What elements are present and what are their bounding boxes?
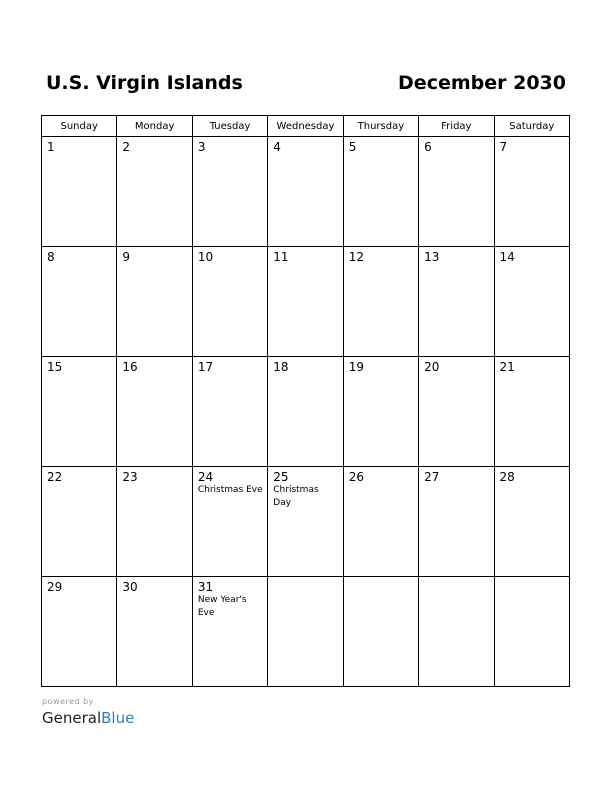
day-cell bbox=[192, 137, 267, 247]
day-cell bbox=[268, 247, 343, 357]
day-number: 15 bbox=[47, 360, 63, 374]
day-number: 21 bbox=[499, 360, 515, 374]
day-number: 12 bbox=[348, 250, 364, 264]
month-year-title: December 2030 bbox=[398, 72, 566, 94]
day-cell bbox=[419, 467, 494, 577]
day-cell bbox=[268, 467, 343, 577]
day-cell bbox=[117, 577, 192, 687]
day-number: 23 bbox=[122, 470, 138, 484]
logo-general-text: General bbox=[42, 709, 102, 727]
day-number: 4 bbox=[273, 140, 281, 154]
day-number: 19 bbox=[348, 360, 364, 374]
day-number: 24 bbox=[197, 470, 214, 484]
day-number: 28 bbox=[499, 470, 515, 484]
day-cell bbox=[117, 467, 192, 577]
day-cell bbox=[494, 577, 569, 687]
holiday-label: Christmas Day bbox=[273, 485, 319, 508]
weekday-header-row bbox=[42, 116, 570, 137]
day-number: 26 bbox=[348, 470, 364, 484]
day-number: 5 bbox=[348, 140, 357, 154]
day-cell bbox=[343, 247, 418, 357]
day-number: 31 bbox=[197, 580, 214, 594]
day-number: 3 bbox=[197, 140, 206, 154]
calendar-grid bbox=[41, 115, 570, 687]
day-cell bbox=[419, 577, 494, 687]
week-row-3 bbox=[42, 357, 570, 467]
day-number: 1 bbox=[47, 140, 55, 154]
day-number: 10 bbox=[197, 250, 214, 264]
day-cell bbox=[42, 247, 117, 357]
generalblue-logo[interactable] bbox=[42, 708, 134, 728]
day-number: 14 bbox=[499, 250, 515, 264]
day-cell bbox=[343, 137, 418, 247]
logo-blue-text: Blue bbox=[101, 709, 135, 727]
day-cell bbox=[494, 467, 569, 577]
day-cell bbox=[192, 577, 267, 687]
weekday-monday: Monday bbox=[117, 116, 192, 137]
day-cell bbox=[494, 137, 569, 247]
footer-branding bbox=[42, 697, 134, 728]
day-cell bbox=[117, 247, 192, 357]
day-cell bbox=[268, 137, 343, 247]
day-number: 27 bbox=[424, 470, 440, 484]
day-cell bbox=[494, 247, 569, 357]
day-cell bbox=[419, 137, 494, 247]
day-cell bbox=[419, 357, 494, 467]
region-title: U.S. Virgin Islands bbox=[46, 72, 243, 94]
day-cell bbox=[494, 357, 569, 467]
day-cell bbox=[192, 357, 267, 467]
day-number: 6 bbox=[424, 140, 432, 154]
day-number: 20 bbox=[424, 360, 440, 374]
day-cell bbox=[419, 247, 494, 357]
holiday-label: Christmas Eve bbox=[197, 485, 263, 495]
day-cell bbox=[192, 247, 267, 357]
day-number: 18 bbox=[273, 360, 289, 374]
day-cell bbox=[117, 137, 192, 247]
weekday-thursday: Thursday bbox=[343, 116, 418, 137]
weekday-sunday: Sunday bbox=[42, 116, 117, 137]
weekday-tuesday: Tuesday bbox=[192, 116, 267, 137]
day-cell bbox=[192, 467, 267, 577]
day-cell bbox=[343, 577, 418, 687]
day-cell bbox=[42, 357, 117, 467]
day-cell bbox=[343, 357, 418, 467]
day-number: 7 bbox=[499, 140, 508, 154]
day-number: 2 bbox=[122, 140, 131, 154]
week-row-1 bbox=[42, 137, 570, 247]
day-number: 25 bbox=[273, 470, 289, 484]
day-cell bbox=[117, 357, 192, 467]
day-number: 29 bbox=[47, 580, 63, 594]
weekday-saturday: Saturday bbox=[494, 116, 569, 137]
holiday-label: New Year's Eve bbox=[197, 595, 247, 618]
day-number: 9 bbox=[122, 250, 131, 264]
day-number: 17 bbox=[197, 360, 214, 374]
day-cell bbox=[268, 357, 343, 467]
week-row-5 bbox=[42, 577, 570, 687]
day-number: 8 bbox=[47, 250, 55, 264]
day-cell bbox=[343, 467, 418, 577]
day-number: 22 bbox=[47, 470, 63, 484]
weekday-friday: Friday bbox=[419, 116, 494, 137]
day-cell bbox=[42, 137, 117, 247]
week-row-2 bbox=[42, 247, 570, 357]
day-number: 30 bbox=[122, 580, 138, 594]
day-number: 11 bbox=[273, 250, 289, 264]
day-number: 13 bbox=[424, 250, 440, 264]
week-row-4 bbox=[42, 467, 570, 577]
weekday-wednesday: Wednesday bbox=[268, 116, 343, 137]
powered-by-text: powered by bbox=[42, 697, 94, 706]
day-number: 16 bbox=[122, 360, 138, 374]
day-cell bbox=[42, 577, 117, 687]
day-cell bbox=[42, 467, 117, 577]
day-cell bbox=[268, 577, 343, 687]
